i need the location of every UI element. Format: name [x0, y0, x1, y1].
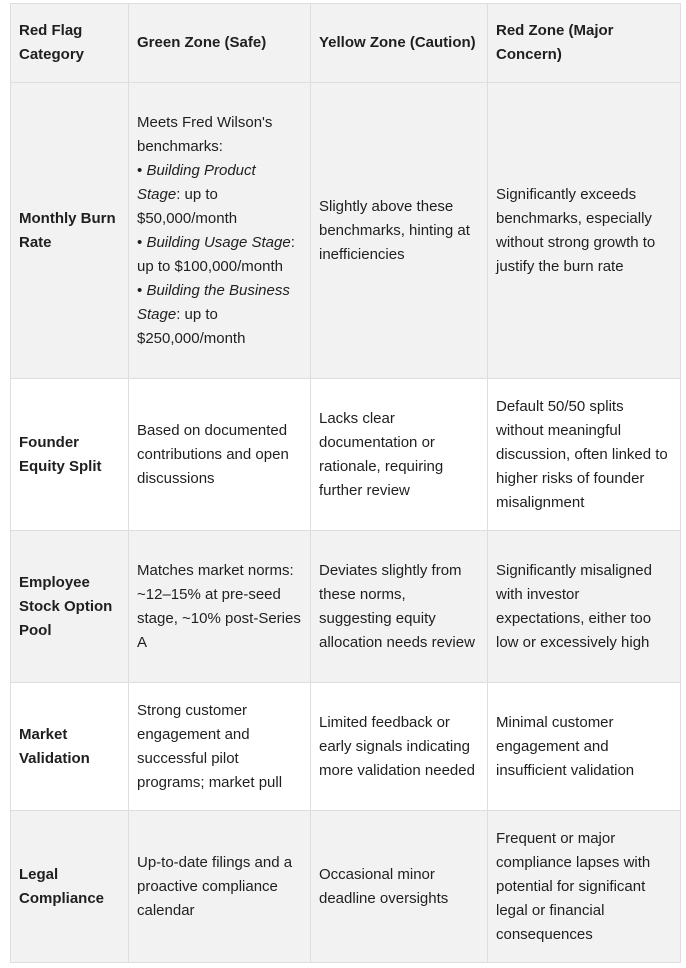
category-cell: Market Validation	[11, 683, 129, 811]
table-row	[11, 379, 681, 531]
red-zone-cell: Minimal customer engagement and insufficient validation	[488, 683, 681, 811]
table-row	[11, 683, 681, 811]
category-cell: Legal Compliance	[11, 811, 129, 963]
green-zone-cell	[129, 83, 311, 379]
red-flag-table	[10, 3, 681, 963]
header-red-zone: Red Zone (Major Concern)	[488, 4, 681, 83]
header-green-zone: Green Zone (Safe)	[129, 4, 311, 83]
header-yellow-zone: Yellow Zone (Caution)	[311, 4, 488, 83]
category-cell: Founder Equity Split	[11, 379, 129, 531]
burn-rate-bullet: • Building Product Stage: up to $50,000/month	[137, 161, 256, 227]
yellow-zone-cell: Deviates slightly from these norms, suggesting equity allocation needs review	[311, 531, 488, 683]
red-zone-cell: Significantly exceeds benchmarks, especially without strong growth to justify the burn rate	[488, 83, 681, 379]
red-zone-cell: Significantly misaligned with investor expectations, either too low or excessively high	[488, 531, 681, 683]
burn-rate-bullet: • Building Usage Stage: up to $100,000/month	[137, 233, 295, 275]
table-row	[11, 83, 681, 379]
yellow-zone-cell: Lacks clear documentation or rationale, requiring further review	[311, 379, 488, 531]
green-zone-cell: Strong customer engagement and successful pilot programs; market pull	[129, 683, 311, 811]
yellow-zone-cell: Slightly above these benchmarks, hinting at inefficiencies	[311, 83, 488, 379]
green-zone-cell: Matches market norms: ~12–15% at pre-seed stage, ~10% post-Series A	[129, 531, 311, 683]
green-zone-cell: Up-to-date filings and a proactive compliance calendar	[129, 811, 311, 963]
category-cell: Employee Stock Option Pool	[11, 531, 129, 683]
header-category: Red Flag Category	[11, 4, 129, 83]
category-cell: Monthly Burn Rate	[11, 83, 129, 379]
table-row	[11, 531, 681, 683]
red-zone-cell: Default 50/50 splits without meaningful discussion, often linked to higher risks of founder misalignment	[488, 379, 681, 531]
red-zone-cell: Frequent or major compliance lapses with potential for significant legal or financial consequences	[488, 811, 681, 963]
header-row	[11, 4, 681, 83]
yellow-zone-cell: Limited feedback or early signals indicating more validation needed	[311, 683, 488, 811]
burn-rate-intro: Meets Fred Wilson's benchmarks:	[137, 113, 273, 155]
burn-rate-bullet: • Building the Business Stage: up to $250,000/month	[137, 281, 290, 347]
green-zone-cell: Based on documented contributions and open discussions	[129, 379, 311, 531]
table-row	[11, 811, 681, 963]
yellow-zone-cell: Occasional minor deadline oversights	[311, 811, 488, 963]
